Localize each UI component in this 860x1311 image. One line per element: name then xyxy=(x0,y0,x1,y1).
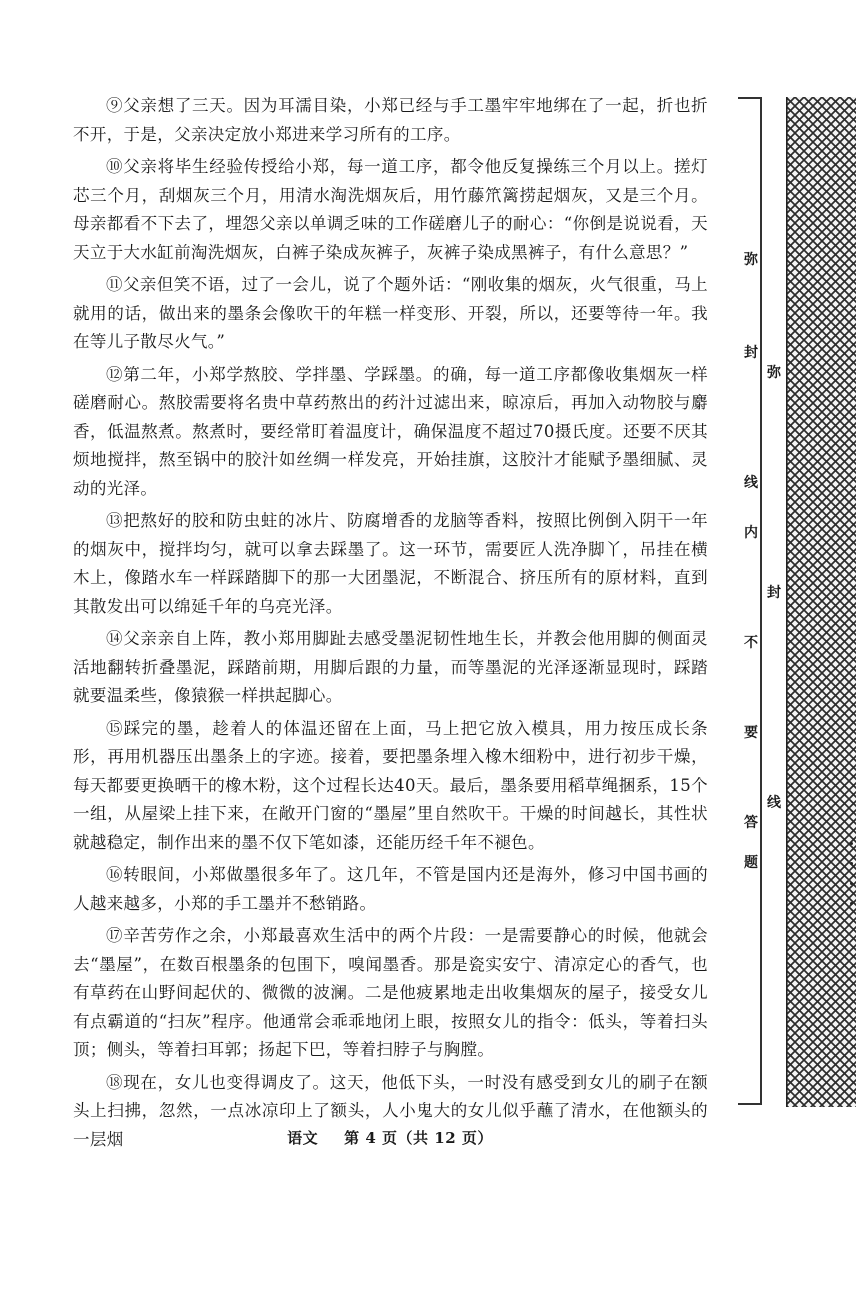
paragraph-17: ⑰辛苦劳作之余，小郑最喜欢生活中的两个片段：一是需要静心的时候，他就会去“墨屋”，在数百根墨条的包围下，嗅闻墨香。那是瓷实安宁、清凉定心的香气，也有草药在山野间起伏的、微微的波澜。二是他疲累地走出收集烟灰的屋子，接受女儿有点霸道的“扫灰”程序。他通常会乖乖地闭上眼，按照女儿的指令：低头，等着扫头顶；侧头，等着扫耳郭；扬起下巴，等着扫脖子与胸膛。 xyxy=(73,926,708,1059)
paragraph-15: ⑮踩完的墨，趁着人的体温还留在上面，马上把它放入模具，用力按压成长条形，再用机器压出墨条上的字迹。接着，要把墨条埋入橡木细粉中，进行初步干燥，每天都要更换晒干的橡木粉，这个过程长达40天。最后，墨条要用稻草绳捆系，15个一组，从屋梁上挂下来，在敞开门窗的“墨屋”里自然吹干。干燥的时间越长，其性状就越稳定，制作出来的墨不仅下笔如漆，还能历经千年不褪色。 xyxy=(73,718,708,852)
paragraph-16: ⑯转眼间，小郑做墨很多年了。这几年，不管是国内还是海外，修习中国书画的人越来越多，小郑的手工墨并不愁销路。 xyxy=(73,865,708,913)
dot xyxy=(850,842,853,845)
paragraph-9: ⑨父亲想了三天。因为耳濡目染，小郑已经与手工墨牢牢地绑在了一起，折也折不开，于是，父亲决定放小郑进来学习所有的工序。 xyxy=(73,96,708,144)
dot xyxy=(850,882,853,885)
paragraph-10: ⑩父亲将毕生经验传授给小郑，每一道工序，都令他反复操练三个月以上。搓灯芯三个月，刮烟灰三个月，用清水淘洗烟灰后，用竹藤笊篱捞起烟灰，又是三个月。母亲都看不下去了，埋怨父亲以单调乏味的工作磋磨儿子的耐心：“你倒是说说看，天天立于大水缸前淘洗烟灰，白裤子染成灰裤子，灰裤子染成黑裤子，有什么意思？” xyxy=(73,157,708,262)
margin-dots xyxy=(848,842,856,912)
footer-subject: 语文 xyxy=(287,1129,319,1147)
seal-line-bottom-tick xyxy=(738,1103,760,1105)
paragraph-11: ⑪父亲但笑不语，过了一会儿，说了个题外话：“刚收集的烟灰，火气很重，马上就用的话，做出来的墨条会像吹干的年糕一样变形、开裂，所以，还要等待一年。我在等儿子散尽火气。” xyxy=(73,275,708,351)
seal-char: 弥 xyxy=(744,252,758,268)
paragraph-18: ⑱现在，女儿也变得调皮了。这天，他低下头，一时没有感受到女儿的刷子在额头上扫拂，忽然，一点冰凉印上了额头，人小鬼大的女儿似乎蘸了清水，在他额头的一层烟 xyxy=(73,1072,708,1149)
paragraph-12: ⑫第二年，小郑学熬胶、学拌墨、学踩墨。的确，每一道工序都像收集烟灰一样磋磨耐心。熬胶需要将名贵中草药熬出的药汁过滤出来，晾凉后，再加入动物胶与麝香，低温熬煮。熬煮时，要经常盯着温度计，确保温度不超过70摄氏度。还要不厌其烦地搅拌，熬至锅中的胶汁如丝绸一样发亮，开始挂旗，这胶汁才能赋予墨细腻、灵动的光泽。 xyxy=(73,364,708,498)
dot xyxy=(850,902,853,905)
hatch-pattern-graphic xyxy=(786,97,856,1107)
seal-char: 封 xyxy=(767,585,781,601)
seal-column-left xyxy=(740,100,762,1100)
seal-column-right xyxy=(763,100,785,1100)
dot xyxy=(850,862,853,865)
paragraph-14: ⑭父亲亲自上阵，教小郑用脚趾去感受墨泥韧性地生长，并教会他用脚的侧面灵活地翻转折叠墨泥，踩踏前期，用脚后跟的力量，而等墨泥的光泽逐渐显现时，踩踏就要温柔些，像猿猴一样拱起脚心。 xyxy=(73,629,708,705)
paragraph-13: ⑬把熬好的胶和防虫蛀的冰片、防腐增香的龙脑等香料，按照比例倒入阴干一年的烟灰中，搅拌均匀，就可以拿去踩墨了。这一环节，需要匠人洗净脚丫，吊挂在横木上，像踏水车一样踩踏脚下的那一大团墨泥，不断混合、挤压所有的原材料，直到其散发出可以绵延千年的乌亮光泽。 xyxy=(73,511,708,616)
binding-hatch-strip xyxy=(786,97,856,1107)
page-footer xyxy=(0,1127,780,1148)
article-body xyxy=(73,92,708,1158)
seal-char: 线 xyxy=(767,795,781,811)
seal-char: 不 xyxy=(744,635,758,651)
seal-char: 要 xyxy=(744,725,758,741)
seal-char: 内 xyxy=(744,525,758,541)
footer-page-number: 第 4 页（共 12 页） xyxy=(344,1129,493,1147)
seal-char: 答 xyxy=(744,815,758,831)
seal-char: 封 xyxy=(744,345,758,361)
seal-char: 线 xyxy=(744,475,758,491)
seal-line-top-tick xyxy=(738,97,760,99)
seal-char: 弥 xyxy=(767,365,781,381)
seal-char: 题 xyxy=(744,855,758,871)
